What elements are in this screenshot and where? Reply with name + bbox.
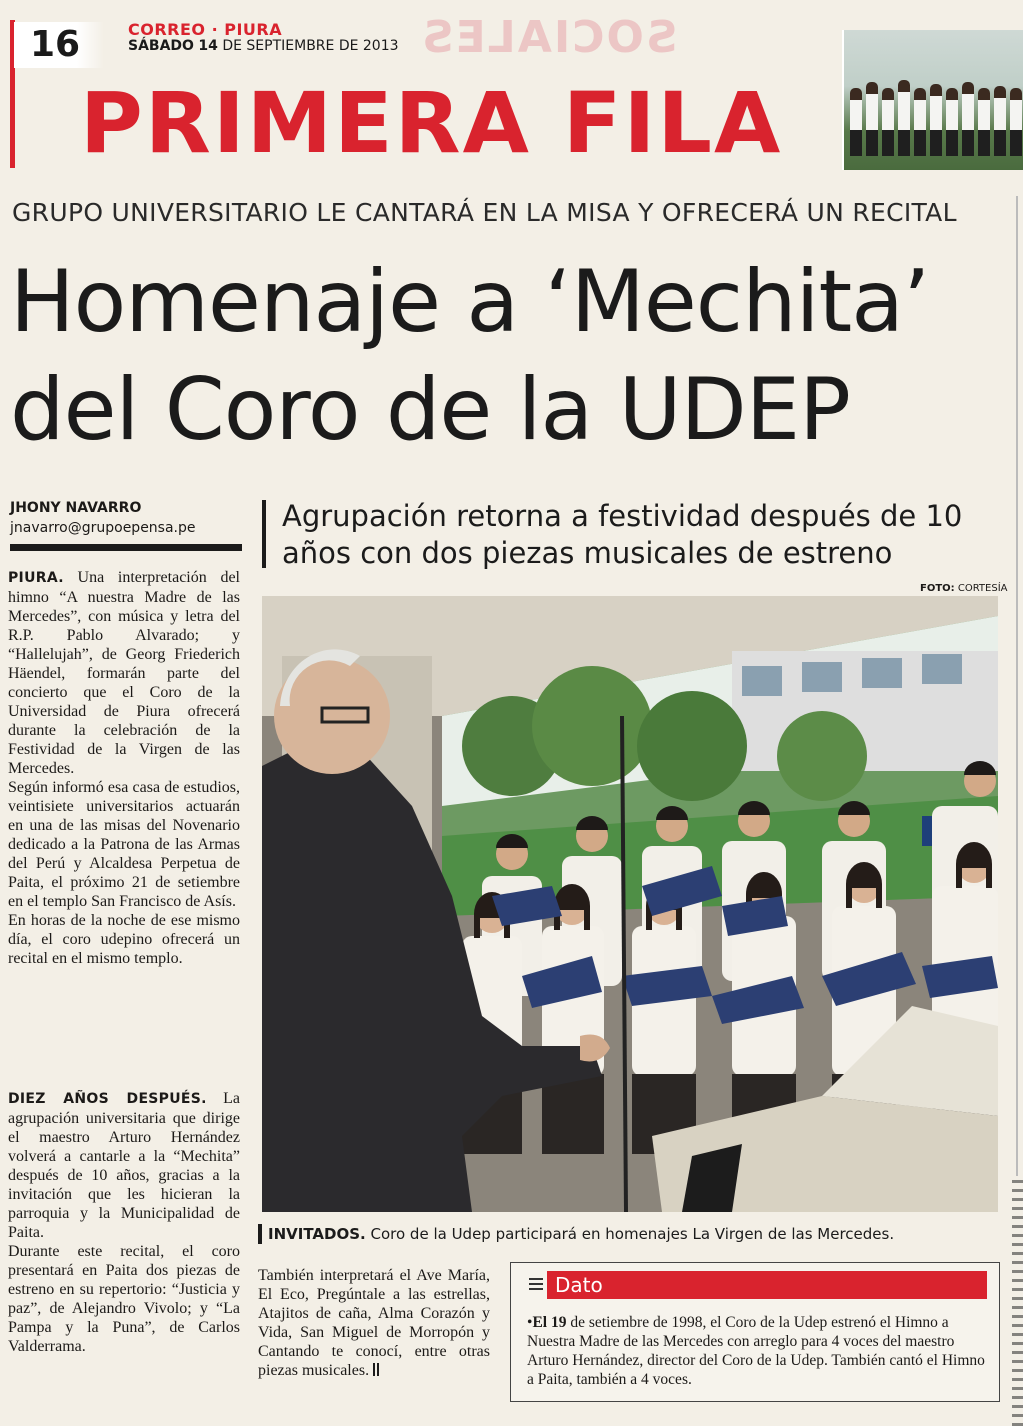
paragraph-6-text: También interpretará el Ave María, El Eco, Pregúntale a las estrellas, Atajitos de caña, Alma Corazón y Vida, San Miguel de Morropón y Cantando te conocí, entre otras piezas musicales. [258,1267,490,1379]
paragraph-2: Según informó esa casa de estudios, veintisiete universitarios actuarán en una de las misas del Novenario dedicado a la Patrona de las Armas del Perú y Alcaldesa Perpetua de Paita, el próximo 21 de setiembre en el templo San Francisco de Asís. [8,779,240,910]
photo-credit-label: FOTO: [920,583,955,594]
dato-box [510,1262,1000,1402]
choir-photo [262,596,998,1212]
author-name: JHONY NAVARRO [10,500,142,516]
column-edge-rule [1016,196,1018,1176]
caption-rule [258,1224,262,1244]
paragraph-6 [258,1266,490,1380]
photo-credit-value: CORTESÍA [957,583,1008,594]
subhead-rule [262,500,266,568]
article-column-1-continued [8,1089,240,1356]
choir-photo-illustration [262,596,998,1212]
byline-divider [10,544,242,551]
article-column-1 [8,568,240,968]
list-icon [529,1278,543,1290]
date-rest: DE SEPTIEMBRE DE 2013 [222,38,399,54]
dato-text: •El 19 de setiembre de 1998, el Coro de la Udep estrenó el Himno a Nuestra Madre de las Mercedes con arreglo para 4 voces del maestro Arturo Hernández, director del Coro de la Udep. También cantó el Himno a Paita, también a 4 voces. [527,1314,985,1388]
bleed-through-section: SOCIALES [420,12,678,63]
cropped-adjacent-column [1012,1180,1023,1426]
header-photo [842,30,1023,170]
date-day-number: 14 [198,38,218,54]
dato-body: de setiembre de 1998, el Coro de la Udep estrenó el Himno a Nuestra Madre de las Mercedes con arreglo para 4 voces del maestro Arturo Hernández, director del Coro de la Udep. También cantó el Himno a Paita, también a 4 voces. [527,1314,985,1388]
dato-bold: El 19 [532,1314,567,1331]
paper-name: CORREO · PIURA [128,20,283,39]
lead-in-piura: PIURA. [8,570,64,586]
photo-caption [268,1225,1008,1243]
lead-in-diez-anos: DIEZ AÑOS DESPUÉS. [8,1091,207,1107]
headline-line-2: del Coro de la UDEP [10,360,850,460]
dato-title: Dato [547,1271,987,1299]
article-headline [10,248,1010,464]
paragraph-5: Durante este recital, el coro presentará en Paita dos piezas de estreno en su repertorio: “Justicia y paz”, de Alejandro Vivolo; y “La Pampa y la Puna”, de Carlos Valderrama. [8,1243,240,1355]
date-line [128,38,399,54]
paragraph-3: En horas de la noche de ese mismo día, el coro udepino ofrecerá un recital en el mismo templo. [8,912,240,967]
article-kicker: GRUPO UNIVERSITARIO LE CANTARÁ EN LA MISA Y OFRECERÁ UN RECITAL [12,198,957,227]
paragraph-1 [8,568,240,778]
end-of-article-icon [373,1363,379,1376]
photo-credit [920,583,1007,594]
headline-line-1: Homenaje a ‘Mechita’ [10,252,930,352]
section-title: PRIMERA FILA [80,74,783,172]
article-column-2 [258,1266,490,1380]
paragraph-4-text: La agrupación universitaria que dirige el maestro Arturo Hernández volverá a cantarle a la “Mechita” después de 10 años, gracias a la invitación que les hicieran la parroquia y la Municipalidad de Paita. [8,1090,240,1241]
paragraph-4 [8,1089,240,1242]
caption-label: INVITADOS. [268,1225,366,1243]
author-email: jnavarro@grupoepensa.pe [10,520,196,536]
page-number: 16 [14,22,104,68]
caption-text: Coro de la Udep participará en homenajes La Virgen de las Mercedes. [365,1225,895,1243]
paragraph-1-text: Una interpretación del himno “A nuestra Madre de las Mercedes”, con música y letra del R.P. Pablo Alvarado; y “Hallelujah”, de Georg Friederich Häendel, formarán parte del concierto que el Coro de la Universidad de Piura ofrecerá durante la celebración de la Festividad de la Virgen de las Mercedes. [8,569,240,777]
date-day: SÁBADO [128,38,194,54]
article-subhead: Agrupación retorna a festividad después de 10 años con dos piezas musicales de estreno [282,499,963,570]
